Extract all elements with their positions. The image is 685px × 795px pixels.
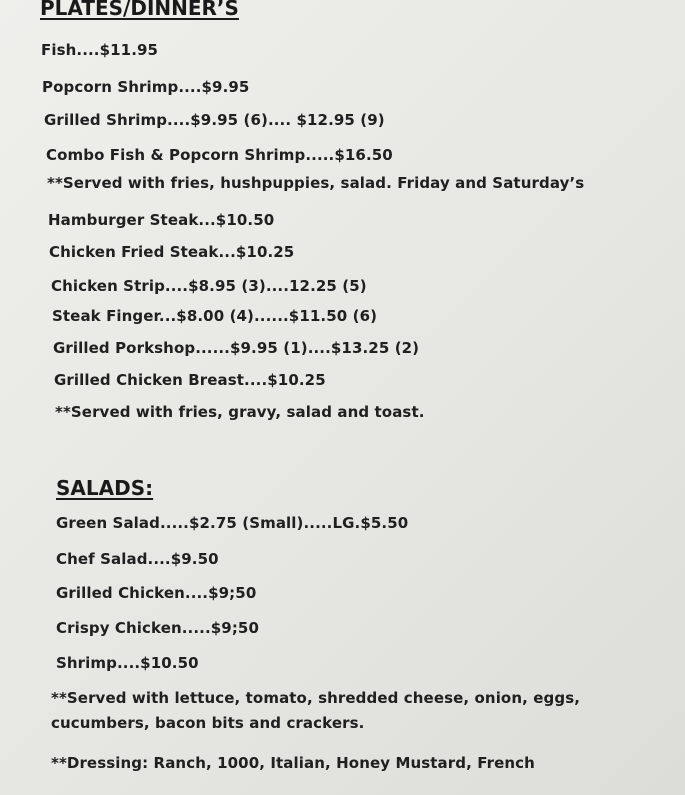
- plates-heading: PLATES/DINNER’S: [40, 0, 239, 20]
- menu-item-chicken-strip: Chicken Strip....$8.95 (3)....12.25 (5): [51, 277, 367, 295]
- menu-note-served-fries-hushpuppies: **Served with fries, hushpuppies, salad. Friday and Saturday’s: [47, 174, 585, 192]
- menu-item-hamburger-steak: Hamburger Steak...$10.50: [48, 211, 275, 229]
- menu-note-served-fries-gravy: **Served with fries, gravy, salad and toast.: [55, 403, 425, 421]
- menu-item-combo-fish: Combo Fish & Popcorn Shrimp.....$16.50: [46, 146, 393, 164]
- menu-item-shrimp-salad: Shrimp....$10.50: [56, 654, 199, 672]
- menu-item-grilled-chicken-salad: Grilled Chicken....$9;50: [56, 584, 257, 602]
- menu-item-chef-salad: Chef Salad....$9.50: [56, 550, 219, 568]
- menu-item-chicken-fried-steak: Chicken Fried Steak...$10.25: [49, 243, 295, 261]
- menu-item-fish: Fish....$11.95: [41, 41, 159, 59]
- menu-item-grilled-chicken-breast: Grilled Chicken Breast....$10.25: [54, 371, 326, 389]
- menu-item-grilled-shrimp: Grilled Shrimp....$9.95 (6).... $12.95 (9): [44, 111, 385, 129]
- menu-note-served-lettuce: **Served with lettuce, tomato, shredded cheese, onion, eggs, cucumbers, bacon bits and crackers.: [51, 689, 581, 732]
- menu-item-green-salad: Green Salad.....$2.75 (Small).....LG.$5.50: [56, 514, 409, 532]
- menu-item-steak-finger: Steak Finger...$8.00 (4)......$11.50 (6): [52, 307, 378, 325]
- menu-item-popcorn-shrimp: Popcorn Shrimp....$9.95: [42, 78, 250, 96]
- salads-heading: SALADS:: [56, 476, 154, 500]
- menu-item-grilled-porkshop: Grilled Porkshop......$9.95 (1)....$13.25 (2): [53, 339, 420, 357]
- menu-note-dressings: **Dressing: Ranch, 1000, Italian, Honey Mustard, French: [51, 754, 535, 772]
- menu-item-crispy-chicken-salad: Crispy Chicken.....$9;50: [56, 619, 259, 637]
